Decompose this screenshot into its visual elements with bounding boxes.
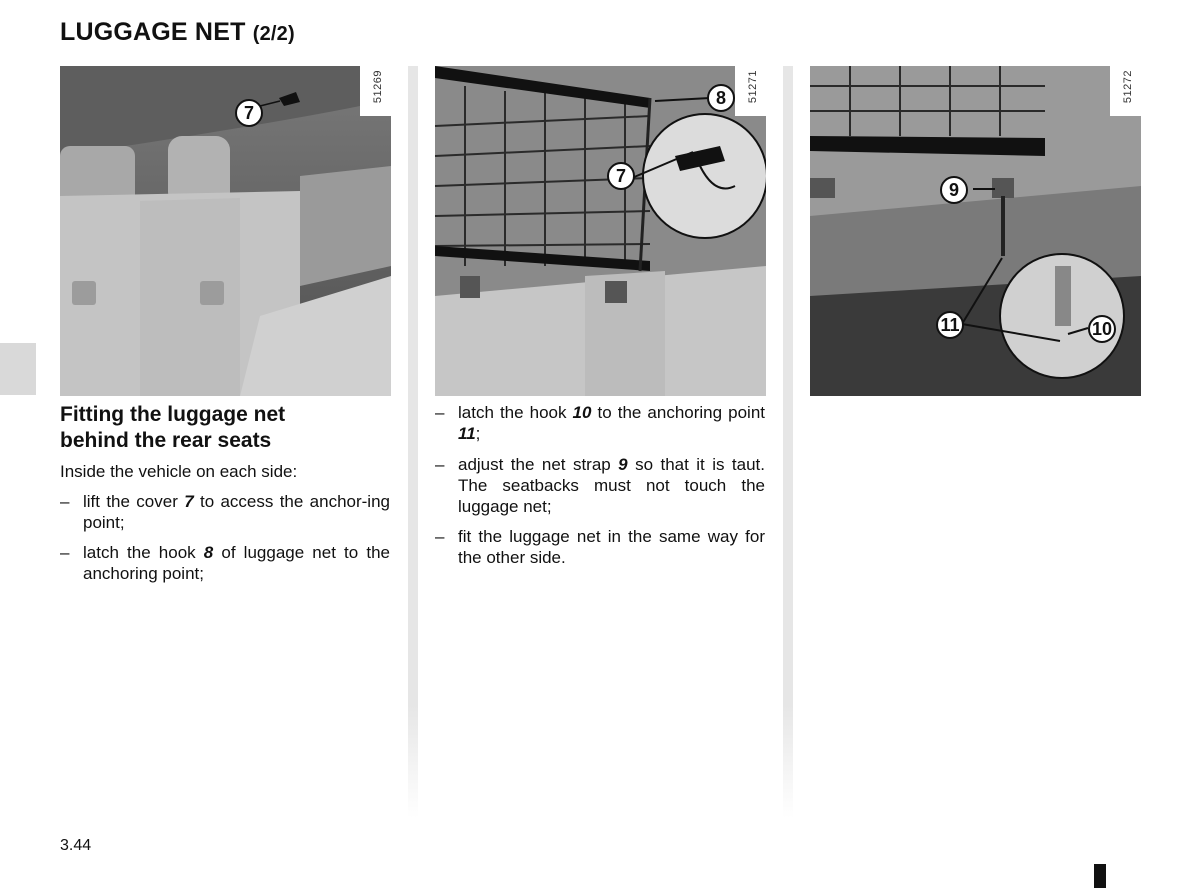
callout-9: 9 [940,176,968,204]
list-item [435,402,765,444]
step-ref: 9 [618,455,628,474]
figure-number: 51272 [1122,70,1134,104]
list-item-text [458,402,765,444]
figure-rear-seats-cover [60,66,391,396]
step-ref: 8 [203,543,214,562]
section-tab [0,343,36,395]
figure-illustration [435,66,766,396]
figure-illustration [60,66,391,396]
page-title-suffix: (2/2) [252,23,295,45]
step-text: lift the cover [83,492,185,511]
page-number: 3.44 [60,837,92,854]
figure-illustration [810,66,1141,396]
page-title [60,18,295,47]
callout-10: 10 [1088,315,1116,343]
section-heading-line: behind the rear seats [60,429,272,452]
step-text: so that it is taut. The seatbacks must not touch the luggage net; [458,455,765,516]
step-text: latch the hook [83,543,204,562]
callout-7: 7 [607,162,635,190]
list-item-text [458,454,765,517]
figure-number: 51271 [747,70,759,104]
step-text: to the anchoring point [591,403,765,422]
intro-text: Inside the vehicle on each side: [60,462,298,481]
figure-net-hook [435,66,766,396]
figure-strap-anchor [810,66,1141,396]
step-ref: 10 [572,403,592,422]
page-corner-mark [1094,864,1106,888]
step-text: of luggage net to the anchoring point; [83,543,390,583]
step-ref: 7 [184,492,194,511]
list-dash: – [60,543,70,562]
list-item [435,454,765,517]
list-dash: – [435,527,445,546]
column-separator [783,66,793,818]
list-item-text [83,542,390,584]
list-item-text: fit the luggage net in the same way for the other side. [458,527,765,567]
list-item [60,542,390,584]
section-heading-line: Fitting the luggage net [60,403,286,426]
section-heading [60,402,390,454]
callout-8: 8 [707,84,735,112]
step-text: adjust the net strap [458,455,619,474]
page-title-text: LUGGAGE NET [60,18,246,46]
figure-number: 51269 [372,70,384,104]
callout-7: 7 [235,99,263,127]
list-item [60,491,390,533]
list-dash: – [435,403,445,422]
list-item-text [83,491,390,533]
list-dash: – [435,455,445,474]
callout-11: 11 [936,311,964,339]
column-separator [408,66,418,818]
list-item [435,526,765,568]
step-text: latch the hook [458,403,573,422]
step-ref: 11 [458,424,476,443]
step-text: ; [475,424,481,443]
list-dash: – [60,492,70,511]
step-text: to access the anchor-ing point; [83,492,390,532]
